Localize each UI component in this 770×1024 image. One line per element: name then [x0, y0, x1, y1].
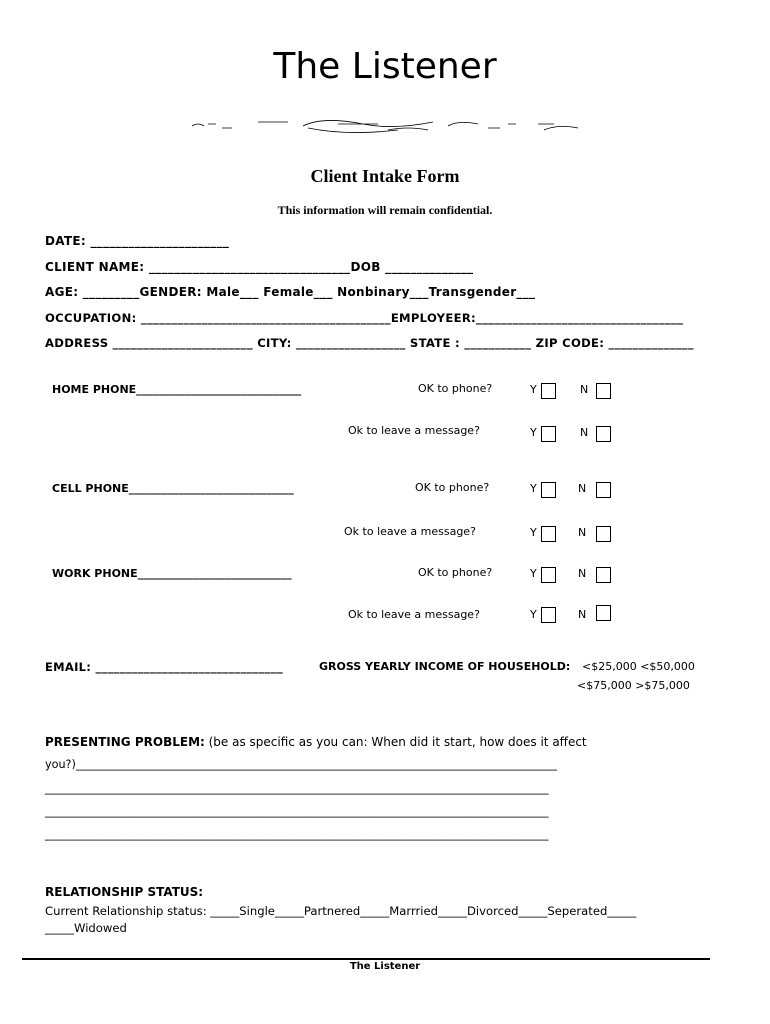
- cell-ok-to-phone-label: OK to phone?: [415, 481, 490, 494]
- presenting-line-3[interactable]: __________________________________________________________________________________________: [45, 805, 549, 818]
- no-label: N: [578, 608, 587, 621]
- address-field[interactable]: ADDRESS _______________________ CITY: __________________ STATE : ___________ ZIP CODE: ______________: [45, 336, 694, 350]
- relationship-status-widowed[interactable]: _____Widowed: [45, 921, 127, 935]
- income-label: GROSS YEARLY INCOME OF HOUSEHOLD:: [319, 660, 571, 673]
- home-ok-to-phone-label: OK to phone?: [418, 382, 493, 395]
- cell-phone-no-checkbox[interactable]: [596, 482, 611, 498]
- occupation-field[interactable]: OCCUPATION: _________________________________________EMPLOYEER:__________________________________: [45, 311, 684, 325]
- footer-text: The Listener: [349, 961, 421, 972]
- yes-label: Y: [530, 526, 537, 539]
- home-message-yes-checkbox[interactable]: [541, 426, 556, 442]
- work-phone-yes-checkbox[interactable]: [541, 567, 556, 583]
- presenting-problem: [45, 735, 587, 749]
- yes-label: Y: [530, 608, 537, 621]
- no-label: N: [578, 482, 587, 495]
- work-message-yes-checkbox[interactable]: [541, 607, 556, 623]
- no-label: N: [580, 426, 589, 439]
- income-options-line2[interactable]: <$75,000 >$75,000: [577, 679, 690, 692]
- email-field[interactable]: EMAIL: _______________________________: [45, 660, 284, 674]
- relationship-status-label: RELATIONSHIP STATUS:: [45, 885, 204, 899]
- presenting-line-2[interactable]: __________________________________________________________________________________________: [45, 782, 549, 795]
- client-name-field[interactable]: CLIENT NAME: ________________________________DOB ______________: [45, 260, 474, 274]
- no-label: N: [578, 526, 587, 539]
- home-phone-yes-checkbox[interactable]: [541, 383, 556, 399]
- date-field[interactable]: DATE: ______________________: [45, 234, 230, 248]
- footer-divider: [22, 958, 710, 960]
- work-ok-to-phone-label: OK to phone?: [418, 566, 493, 579]
- confidential-note: This information will remain confidential.: [277, 203, 493, 217]
- relationship-status-options[interactable]: Current Relationship status: _____Single_____Partnered_____Marrried_____Divorced_____Seperated_____: [45, 904, 637, 918]
- yes-label: Y: [530, 567, 537, 580]
- work-phone-no-checkbox[interactable]: [596, 567, 611, 583]
- presenting-line-4[interactable]: __________________________________________________________________________________________: [45, 828, 549, 841]
- page-title: The Listener: [273, 46, 497, 87]
- age-gender-field[interactable]: AGE: _________GENDER: Male___ Female___ Nonbinary___Transgender___: [45, 285, 536, 299]
- presenting-problem-prompt: (be as specific as you can: When did it start, how does it affect: [204, 735, 587, 749]
- presenting-line-1[interactable]: you?)______________________________________________________________________________________: [45, 758, 557, 771]
- cell-ok-to-message-label: Ok to leave a message?: [344, 525, 476, 538]
- home-ok-to-message-label: Ok to leave a message?: [348, 424, 480, 437]
- work-phone-field[interactable]: WORK PHONE____________________________: [52, 567, 292, 580]
- cell-message-no-checkbox[interactable]: [596, 526, 611, 542]
- cell-phone-field[interactable]: CELL PHONE______________________________: [52, 482, 294, 495]
- yes-label: Y: [530, 383, 537, 396]
- decorative-logo-flourish: [188, 116, 584, 136]
- no-label: N: [578, 567, 587, 580]
- work-message-no-checkbox[interactable]: [596, 605, 611, 621]
- form-title: Client Intake Form: [310, 166, 460, 186]
- cell-message-yes-checkbox[interactable]: [541, 526, 556, 542]
- home-message-no-checkbox[interactable]: [596, 426, 611, 442]
- home-phone-no-checkbox[interactable]: [596, 383, 611, 399]
- income-options-line1[interactable]: <$25,000 <$50,000: [582, 660, 695, 673]
- presenting-problem-label: PRESENTING PROBLEM:: [45, 735, 205, 749]
- work-ok-to-message-label: Ok to leave a message?: [348, 608, 480, 621]
- no-label: N: [580, 383, 589, 396]
- cell-phone-yes-checkbox[interactable]: [541, 482, 556, 498]
- yes-label: Y: [530, 482, 537, 495]
- yes-label: Y: [530, 426, 537, 439]
- home-phone-field[interactable]: HOME PHONE______________________________: [52, 383, 302, 396]
